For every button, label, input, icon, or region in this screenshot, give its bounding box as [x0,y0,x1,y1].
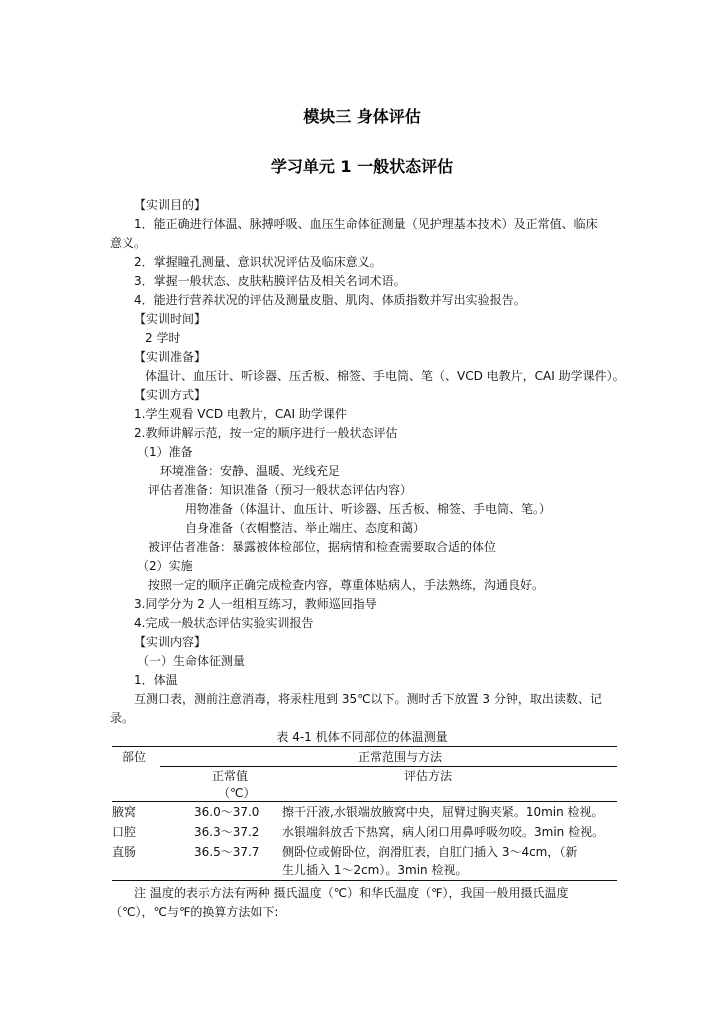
objective-heading: 【实训目的】 [134,198,207,212]
table-row-method: 擦干汗液,水银端放腋窝中央，屈臂过胸夹紧。10min 检视。 [282,805,604,819]
module-title: 模块三 身体评估 [303,107,421,126]
prep-value: 体温计、血压计、听诊器、压舌板、棉签、手电筒、笔（、VCD 电教片，CAI 助学课件）。 [145,369,625,383]
method-4: 4.完成一般状态评估实验实训报告 [134,616,314,630]
prep-heading: 【实训准备】 [134,350,207,364]
method-3: 3.同学分为 2 人一组相互练习，教师巡回指导 [134,597,377,611]
objective-1-cont: 意义。 [110,236,147,250]
method-2: 2.教师讲解示范，按一定的顺序进行一般状态评估 [134,426,398,440]
temperature-text: 互测口表，测前注意消毒，将汞柱甩到 35℃以下。测时舌下放置 3 分钟，取出读数、记 [134,692,602,706]
table-row-range: 36.5～37.7 [194,845,260,859]
time-value: 2 学时 [145,331,181,345]
unit-title: 学习单元 1 一般状态评估 [270,157,454,176]
implementation: 按照一定的顺序正确完成检查内容，尊重体贴病人，手法熟练，沟通良好。 [148,578,545,592]
method-heading: 【实训方式】 [134,388,207,402]
table-caption: 表 4-1 机体不同部位的体温测量 [276,730,448,744]
method-1: 1.学生观看 VCD 电教片，CAI 助学课件 [134,407,347,421]
assessor-prep: 评估者准备：知识准备（预习一般状态评估内容） [148,483,413,497]
table-row-site: 腋窝 [112,805,137,819]
table-bottom-rule [112,880,617,881]
method-2-1: （1）准备 [137,445,193,459]
note-line-1: 注 温度的表示方法有两种 摄氏温度（℃）和华氏温度（℉），我国一般用摄氏温度 [134,886,569,900]
note-line-2: （℃），℃与℉的换算方法如下: [110,905,279,919]
tools-prep: 用物准备（体温计、血压计、听诊器、压舌板、棉签、手电筒、笔。） [185,502,552,516]
objective-4: 4．能进行营养状况的评估及测量皮脂、肌肉、体质指数并写出实验报告。 [134,293,526,307]
temperature-text-cont: 录。 [110,711,135,725]
assessee-prep: 被评估者准备：暴露被体检部位，据病情和检查需要取合适的体位 [148,540,497,554]
content-heading: 【实训内容】 [134,635,207,649]
self-prep: 自身准备（衣帽整洁、举止端庄、态度和蔼） [185,521,426,535]
col-unit-header: （℃） [218,786,256,800]
table-row-site: 直肠 [112,845,137,859]
table-header-rule [112,801,617,802]
col-site-header: 部位 [122,750,147,764]
col-normal-header: 正常值 [212,769,249,783]
col-group-header: 正常范围与方法 [358,750,443,764]
objective-1: 1．能正确进行体温、脉搏呼吸、血压生命体征测量（见护理基本技术）及正常值、临床 [134,217,598,231]
table-row-method-cont: 生儿插入 1～2cm）。3min 检视。 [282,863,468,877]
time-heading: 【实训时间】 [134,312,207,326]
table-row-site: 口腔 [112,825,137,839]
vital-signs-heading: （一）生命体征测量 [137,654,246,668]
temperature-heading: 1．体温 [134,673,178,687]
table-row-method: 侧卧位或俯卧位，润滑肛表，自肛门插入 3～4cm，（新 [282,845,578,859]
objective-2: 2．掌握瞳孔测量、意识状况评估及临床意义。 [134,255,382,269]
table-row-range: 36.3～37.2 [194,825,260,839]
env-prep: 环境准备：安静、温暖、光线充足 [160,464,341,478]
method-2-2: （2）实施 [137,559,193,573]
objective-3: 3．掌握一般状态、皮肤粘膜评估及相关名词术语。 [134,274,406,288]
table-top-rule [112,746,617,747]
table-row-range: 36.0～37.0 [194,805,260,819]
col-method-header: 评估方法 [404,769,453,783]
table-row-method: 水银端斜放舌下热窝，病人闭口用鼻呼吸勿咬。3min 检视。 [282,825,605,839]
